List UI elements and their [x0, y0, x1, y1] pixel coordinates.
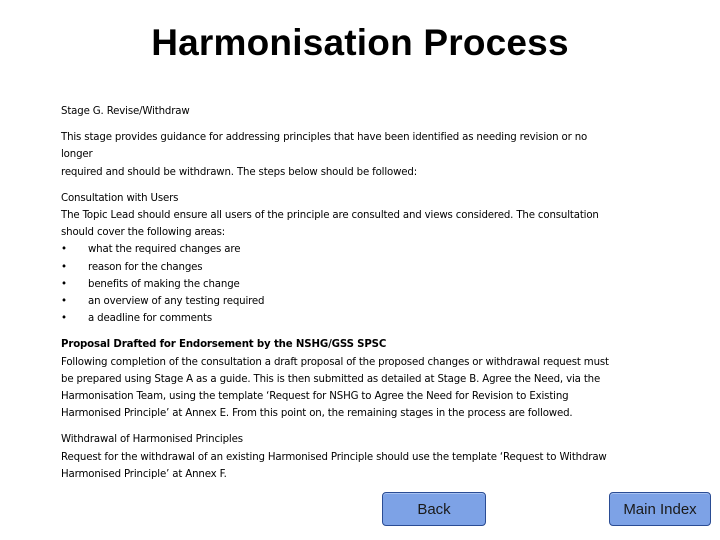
consultation-heading: Consultation with Users	[61, 192, 179, 204]
document-body	[61, 103, 621, 483]
back-button[interactable]: Back	[382, 492, 486, 526]
list-item: • a deadline for comments	[61, 310, 621, 327]
proposal-line-2: be prepared using Stage A as a guide. This is then submitted as detailed at Stage B. Agree the Need, via the	[61, 373, 601, 385]
list-item: • what the required changes are	[61, 241, 621, 258]
page-title: Harmonisation Process	[151, 22, 569, 63]
bullet-icon: •	[61, 296, 67, 308]
proposal-line-4: Harmonised Principle’ at Annex E. From this point on, the remaining stages in the process are followed.	[61, 408, 573, 420]
bullet-icon: •	[61, 313, 67, 325]
list-item: • an overview of any testing required	[61, 293, 621, 310]
bullet-icon: •	[61, 261, 67, 273]
stage-heading: Stage G. Revise/Withdraw	[61, 106, 190, 117]
withdrawal-line-2: Harmonised Principle’ at Annex F.	[61, 468, 227, 480]
intro-line-1: This stage provides guidance for addressing principles that have been identified as needing revision or no longer	[61, 132, 588, 161]
consultation-line-2: should cover the following areas:	[61, 227, 226, 239]
bullet-icon: •	[61, 278, 67, 290]
bullet-icon: •	[61, 244, 67, 256]
proposal-heading: Proposal Drafted for Endorsement by the NSHG/GSS SPSC	[61, 339, 387, 351]
list-item: • benefits of making the change	[61, 276, 621, 293]
intro-line-2: required and should be withdrawn. The steps below should be followed:	[61, 166, 418, 178]
consultation-bullet-list	[61, 241, 621, 327]
proposal-line-3: Harmonisation Team, using the template ‘Request for NSHG to Agree the Need for Revision to Existing	[61, 391, 569, 403]
consultation-line-1: The Topic Lead should ensure all users of the principle are consulted and views considered. The consultation	[61, 210, 599, 222]
withdrawal-heading: Withdrawal of Harmonised Principles	[61, 434, 243, 446]
main-index-button[interactable]: Main Index	[609, 492, 711, 526]
withdrawal-line-1: Request for the withdrawal of an existing Harmonised Principle should use the template ‘Request to Withdraw	[61, 451, 607, 463]
list-item: • reason for the changes	[61, 259, 621, 276]
proposal-line-1: Following completion of the consultation a draft proposal of the proposed changes or withdrawal request must	[61, 356, 609, 368]
